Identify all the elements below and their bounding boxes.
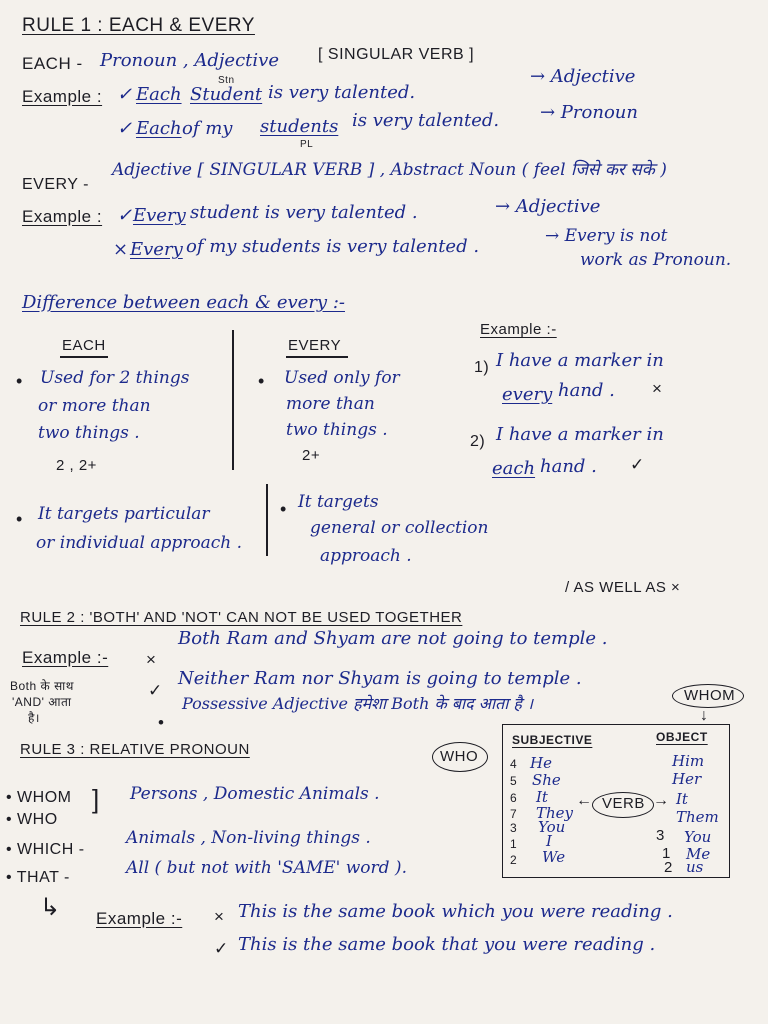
rule3-example1-mark: × (214, 907, 225, 926)
bullet: • (280, 499, 287, 519)
example2-note: PL (300, 139, 314, 150)
rule3-item-who: • WHO (6, 811, 58, 828)
table-heading-subjective: SUBJECTIVE (512, 733, 593, 747)
difference-example1-mark: × (652, 379, 663, 398)
whom-oval-label: WHOM (684, 687, 736, 704)
rule3-item-that-text: All ( but not with 'SAME' word ). (126, 858, 407, 878)
rule3-item-who-text: Persons , Domestic Animals . (130, 784, 380, 804)
rule2-example2-mark: ✓ (148, 681, 163, 700)
rule3-example1-text: This is the same book which you were reading . (238, 901, 673, 922)
example1-rest: is very talented. (268, 82, 416, 103)
example2-arrow: → Pronoun (540, 102, 638, 123)
table-row-num: 7 (510, 807, 518, 821)
example1-each: Each (136, 84, 182, 105)
every-point1-line1: Used only for (284, 368, 400, 388)
column-divider (232, 330, 234, 470)
table-row-num: 5 (510, 774, 518, 788)
each-verb-note: [ SINGULAR VERB ] (318, 46, 475, 63)
table-row-obj-num: 1 (662, 845, 671, 862)
difference-example1-hand: hand . (558, 380, 615, 401)
example1-note: Stn (218, 75, 235, 86)
difference-example2-hand: hand . (540, 456, 597, 477)
bullet: • (258, 371, 265, 391)
example2-each: Each (136, 118, 182, 139)
every-point2-line2: general or collection (310, 518, 489, 538)
difference-example2-each: each (492, 458, 536, 479)
every-definition-label: EVERY - (22, 176, 89, 193)
rule2-title: RULE 2 : 'BOTH' AND 'NOT' CAN NOT BE USED TOGETHER (20, 609, 463, 626)
every-point1-line2: more than (286, 394, 375, 414)
example1-mark: ✓ (117, 84, 133, 105)
example4-mark: × (113, 239, 129, 260)
bullet: • (16, 509, 23, 529)
each-point1-line3: two things . (38, 423, 140, 443)
rule3-title: RULE 3 : RELATIVE PRONOUN (20, 741, 250, 758)
difference-example2-number: 2) (470, 433, 486, 450)
table-row-subj: I (546, 832, 552, 850)
rule3-item-which: • WHICH - (6, 841, 85, 858)
rule1-title: RULE 1 : EACH & EVERY (22, 15, 255, 36)
example2-of-my: of my (182, 118, 233, 139)
bullet: • (16, 371, 23, 391)
rule2-example-label: Example :- (22, 648, 109, 667)
table-row-obj: Him (672, 752, 705, 770)
arrow-right-icon: → (653, 792, 670, 809)
every-point2-line3: approach . (320, 546, 412, 566)
every-point1-value: 2+ (302, 447, 321, 464)
arrow-down-icon: ↓ (700, 707, 709, 724)
table-row-num: 6 (510, 791, 518, 805)
table-row-obj: Her (672, 770, 702, 788)
every-point1-line3: two things . (286, 420, 388, 440)
difference-example1-line1: I have a marker in (496, 350, 664, 371)
bracket: ] (92, 784, 100, 814)
table-row-obj: It (676, 790, 688, 808)
column-divider-lower (266, 484, 268, 556)
table-row-subj: She (532, 771, 561, 789)
each-point1-line1: Used for 2 things (40, 368, 190, 388)
table-heading-object: OBJECT (656, 730, 708, 744)
rule2-side-note-line1: Both के साथ (10, 679, 74, 693)
example4-arrow: → Every is not (545, 226, 668, 246)
rule3-example2-text: This is the same book that you were reading . (238, 934, 656, 955)
verb-oval-label: VERB (602, 795, 645, 812)
difference-example1-every: every (502, 384, 553, 405)
example2-mark: ✓ (117, 118, 133, 139)
table-row-obj: Me (686, 845, 711, 863)
example3-arrow: → Adjective (495, 196, 601, 217)
example4-arrow-note: work as Pronoun. (580, 250, 732, 270)
each-point1-value: 2 , 2+ (56, 457, 97, 474)
example2-label: Example : (22, 207, 103, 226)
each-definition-label: EACH - (22, 54, 83, 73)
table-row-obj-num: 2 (664, 859, 673, 876)
col-every-heading: EVERY (288, 337, 342, 354)
difference-title: Difference between each & every :- (22, 292, 345, 313)
who-oval-label: WHO (440, 748, 479, 765)
example3-rest: student is very talented . (190, 202, 418, 223)
rule2-example1-mark: × (146, 650, 157, 669)
table-row-num: 3 (510, 821, 518, 835)
table-row-num: 2 (510, 853, 518, 867)
example3-mark: ✓ (117, 205, 133, 226)
table-row-num: 1 (510, 837, 518, 851)
every-point2-line1: It targets (298, 492, 379, 512)
table-row-subj: You (538, 818, 566, 836)
table-row-subj: We (542, 848, 566, 866)
table-row-obj: us (686, 858, 704, 876)
every-heading-underline (286, 356, 348, 358)
table-row-subj: He (530, 754, 552, 772)
difference-example2-line1: I have a marker in (496, 424, 664, 445)
example1-student: Student (190, 84, 263, 105)
table-row-subj: They (536, 804, 574, 822)
table-row-num: 4 (510, 757, 518, 771)
rule3-item-that: • THAT - (6, 869, 70, 886)
rule2-title-extra: / AS WELL AS × (565, 579, 681, 596)
col-each-heading: EACH (62, 337, 106, 354)
example-label: Example : (22, 87, 103, 106)
table-row-obj: You (684, 828, 712, 846)
rule3-item-which-text: Animals , Non-living things . (126, 828, 371, 848)
rule2-side-note-line3: है। (28, 711, 40, 725)
difference-example2-mark: ✓ (630, 455, 645, 474)
example4-every: Every (130, 239, 183, 260)
example2-students: students (260, 116, 339, 137)
bullet: • (158, 713, 165, 732)
table-row-obj: Them (676, 808, 719, 826)
rule3-item-whom: • WHOM (6, 789, 72, 806)
difference-example1-number: 1) (474, 359, 490, 376)
example2-rest: is very talented. (352, 110, 500, 131)
rule3-example-label: Example :- (96, 909, 183, 928)
rule3-example2-mark: ✓ (214, 939, 229, 958)
each-point2-line1: It targets particular (38, 504, 210, 524)
example4-rest: of my students is very talented . (186, 236, 480, 257)
example1-arrow: → Adjective (530, 66, 636, 87)
rule2-side-note-line2: 'AND' आता (12, 695, 72, 709)
each-point1-line2: or more than (38, 396, 151, 416)
example3-every: Every (133, 205, 186, 226)
rule2-example2-text: Neither Ram nor Shyam is going to temple . (178, 668, 582, 689)
arrow-left-icon: ← (576, 792, 593, 809)
rule2-example1-text: Both Ram and Shyam are not going to temple . (178, 628, 608, 649)
each-heading-underline (60, 356, 108, 358)
every-definition-text: Adjective [ SINGULAR VERB ] , Abstract Noun ( feel जिसे कर सके ) (112, 160, 667, 180)
difference-example-heading: Example :- (480, 321, 557, 338)
each-point2-line2: or individual approach . (36, 533, 242, 553)
rule2-note-text: Possessive Adjective हमेशा Both के बाद आता है । (182, 694, 534, 713)
table-row-subj: It (536, 788, 548, 806)
each-definition-text: Pronoun , Adjective (100, 50, 279, 71)
table-row-obj-num: 3 (656, 827, 665, 844)
return-arrow-icon: ↳ (40, 894, 61, 921)
